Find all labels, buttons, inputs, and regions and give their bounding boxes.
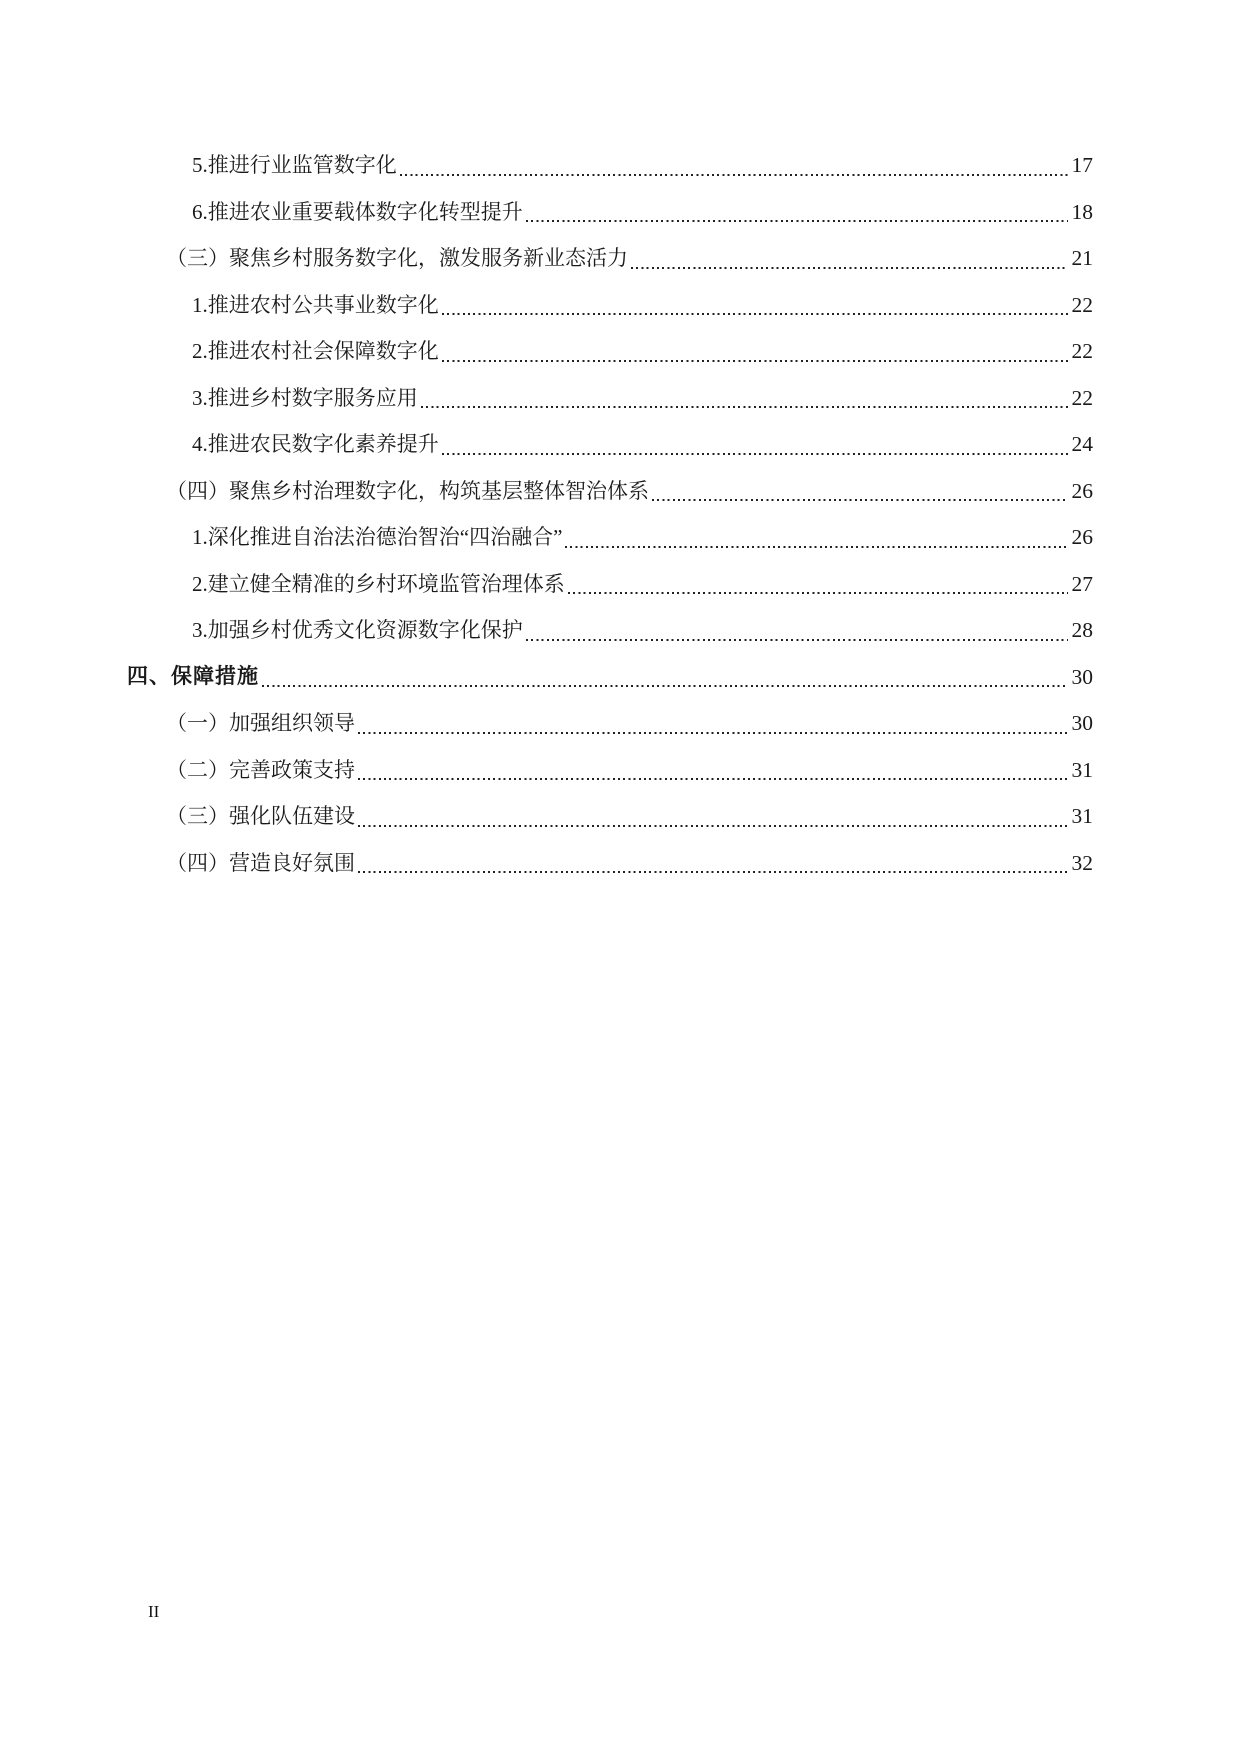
dot-leader <box>568 592 1068 594</box>
toc-page-number: 18 <box>1071 199 1093 224</box>
toc-entry <box>127 561 1093 608</box>
dot-leader <box>526 639 1068 641</box>
toc-entry-label: 1.推进农村公共事业数字化 <box>192 292 439 317</box>
toc-entry-label: （一）加强组织领导 <box>166 711 355 735</box>
toc-entry <box>127 468 1093 515</box>
toc-page-number: 31 <box>1071 757 1093 782</box>
footer-page-number: II <box>148 1602 160 1621</box>
toc-entry <box>127 142 1093 189</box>
toc-entry <box>127 840 1093 887</box>
toc-entry-label: （四）聚焦乡村治理数字化，构筑基层整体智治体系 <box>166 478 649 503</box>
dot-leader <box>442 360 1068 362</box>
dot-leader <box>565 546 1067 548</box>
toc-entry-label: 2.建立健全精准的乡村环境监管治理体系 <box>192 571 565 596</box>
toc-entry <box>127 328 1093 375</box>
toc-entry <box>127 189 1093 236</box>
toc-page-number: 26 <box>1071 525 1093 549</box>
toc-entry-label: 3.推进乡村数字服务应用 <box>192 385 418 410</box>
dot-leader <box>421 406 1068 408</box>
toc-entry-label: 四、保障措施 <box>127 664 259 688</box>
toc-entry-label: 4.推进农民数字化素养提升 <box>192 432 439 456</box>
toc-entry <box>127 654 1093 701</box>
toc-entry-label: 5.推进行业监管数字化 <box>192 153 397 177</box>
toc-entry-label: 6.推进农业重要载体数字化转型提升 <box>192 199 523 224</box>
dot-leader <box>358 825 1068 827</box>
toc-entry <box>127 607 1093 654</box>
toc-page-number: 32 <box>1071 850 1093 875</box>
toc-page-number: 28 <box>1071 618 1093 642</box>
dot-leader <box>262 685 1068 687</box>
dot-leader <box>652 499 1068 501</box>
toc-entry-label: （三）强化队伍建设 <box>166 804 355 828</box>
dot-leader <box>400 174 1068 176</box>
table-of-contents <box>127 142 1093 886</box>
toc-entry <box>127 514 1093 561</box>
toc-page-number: 22 <box>1071 385 1093 410</box>
toc-entry <box>127 747 1093 794</box>
dot-leader <box>442 313 1068 315</box>
toc-page-number: 30 <box>1071 664 1093 689</box>
dot-leader <box>526 220 1068 222</box>
toc-entry-label: 3.加强乡村优秀文化资源数字化保护 <box>192 618 523 642</box>
toc-page-number: 27 <box>1071 571 1093 596</box>
toc-page-number: 24 <box>1071 432 1093 456</box>
toc-page-number: 26 <box>1071 478 1093 503</box>
toc-page-number: 22 <box>1071 292 1093 317</box>
toc-entry <box>127 421 1093 468</box>
toc-entry-label: （三）聚焦乡村服务数字化，激发服务新业态活力 <box>166 246 628 270</box>
toc-entry <box>127 282 1093 329</box>
toc-page-number: 21 <box>1071 246 1093 270</box>
toc-entry <box>127 235 1093 282</box>
toc-page-number: 22 <box>1071 339 1093 363</box>
toc-entry-label: 1.深化推进自治法治德治智治“四治融合” <box>192 525 563 549</box>
dot-leader <box>631 267 1068 269</box>
toc-entry-label: （二）完善政策支持 <box>166 757 355 782</box>
toc-page-number: 30 <box>1071 711 1093 735</box>
dot-leader <box>442 453 1068 455</box>
toc-entry <box>127 793 1093 840</box>
toc-entry <box>127 700 1093 747</box>
toc-page-number: 31 <box>1071 804 1093 828</box>
dot-leader <box>358 871 1068 873</box>
toc-entry-label: 2.推进农村社会保障数字化 <box>192 339 439 363</box>
dot-leader <box>358 732 1068 734</box>
dot-leader <box>358 778 1068 780</box>
toc-entry <box>127 375 1093 422</box>
toc-entry-label: （四）营造良好氛围 <box>166 850 355 875</box>
toc-page-number: 17 <box>1071 153 1093 177</box>
